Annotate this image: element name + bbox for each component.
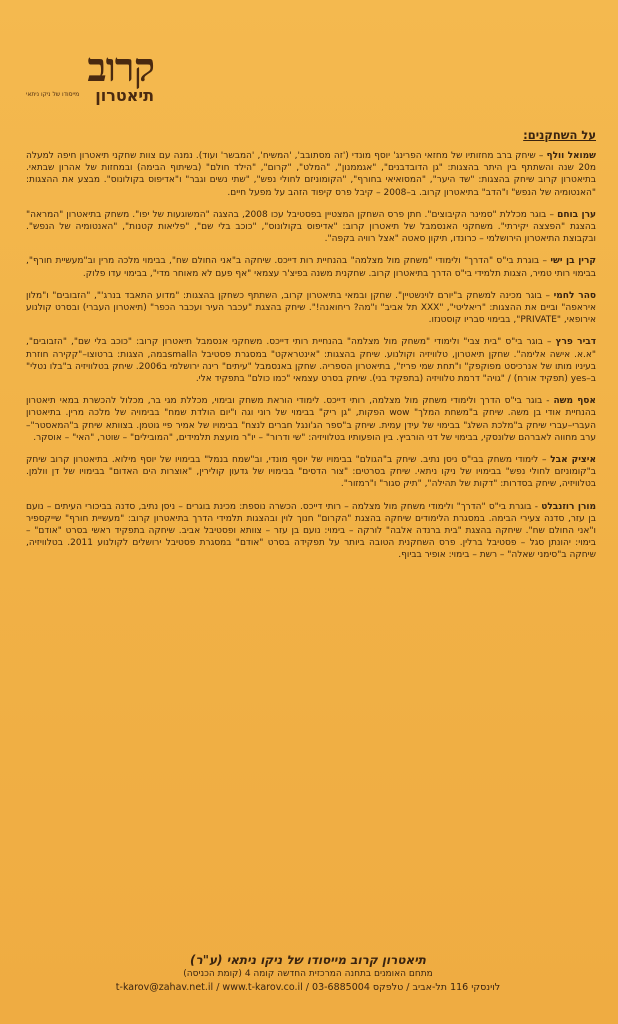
actor-name: דביר פרץ bbox=[555, 337, 597, 348]
bio-paragraph bbox=[26, 290, 596, 327]
document-body bbox=[26, 128, 596, 572]
bio-paragraph bbox=[26, 395, 596, 444]
actor-name: קרין בן ישי bbox=[550, 256, 596, 267]
logo-name: קרוב bbox=[87, 44, 154, 91]
bio-paragraph bbox=[26, 255, 596, 279]
actor-name: איציק אבל bbox=[550, 455, 596, 466]
logo-tagline: מייסודו של ניקו ניתאי bbox=[26, 91, 80, 98]
bio-paragraph bbox=[26, 501, 596, 562]
logo-subtitle: תיאטרון bbox=[95, 86, 154, 105]
actor-name: שמואל וולף bbox=[546, 151, 596, 161]
actor-name: אסף משה bbox=[553, 396, 596, 407]
actor-name: ערן בוחם bbox=[557, 209, 596, 220]
footer-title: תיאטרון קרוב מייסודו של ניקו ניתאי (ע"ר) bbox=[190, 953, 426, 967]
footer-contact: לוינסקי 116 תל-אביב / טלפקס 03-6885004 / t-karov@zahav.net.il / www.t-karov.co.il bbox=[115, 982, 501, 993]
bio-paragraph bbox=[26, 454, 596, 491]
footer-address: מתחם האומנים בתחנה המרכזית החדשה קומה 4 (קומת הכניסה) bbox=[183, 969, 433, 979]
bio-text: – לימודי משחק בבי"ס ניסן נתיב. שיחק ב"הגולם" בבימויו של יוסף מונדי, וב"שמח בנמל" בבימויו של יוסף מילוא. בתיאטרון קרוב שיחק ב"קומוניזם לחולי נפש" בבימויו של ניקו ניתאי. שיחק בסרטים: "צור הדסים" בבימויו של גדעון קולירין, "אוצרות הים האדום" בבימויו של דן וולמן. בטלוויזיה, שיחק בסדרות: "דקות של תהילה", "תיק סגור" ו"רמזור". bbox=[26, 455, 596, 490]
bio-text: – בוגר בי"ס "בית צבי" ולימודי "משחק מול מצלמה" בהנחיית רותי דייכס. משחקני אנסמבל תיאטרון קרוב: "כוכב בלי שם", "הזבובים", "א.א. אישה אלימה". שחקן תיאטרון, טלוויזיה וקולנוע. שיחק בהצגות: "אינטראקט" במסגרת פסטיבל הsmallבמה, הצגות: ברטוצו–"קקירה חוזרת בעיניו מותו של אנרכיסט מפוקפק" ו"תחת שמי פריז", בתיאטרון הספריה. שחקן באנסמבל "עיתים" רינה ירושלמי ב2006. שיחק בטלוויזיה ב"בלו נטלי" ב–yes (תפקיד אורח) / "גויה" דרמת טלוויזיה (בתפקיד בני). שיחק בסרט עצמאי "כמו כולם" בתפקיד אלי. bbox=[26, 337, 596, 385]
bio-text: - בוגרת בי"ס "הדרך" ולימודי משחק מול מצלמה – רותי דייכס. הכשרה נוספת: מכינת בוגרים – ניסן נתיב, סדנה בביכורי העיתים – נועם בן עזר, סדנה צעירי הבימה. במסגרת הלימודים שיחקה בהצגת "הקרום" חנוך לוין ובהצגות תלמידי הדרך בתיאטרון קרוב: "מעשיית חורף" שייקספיר ו"אני החולם שח". שיחקה בהצגת "בית ברנדה אלבה" לורקה – בימוי: נועם בן עזר – צוותא ופסטיבל אביב. שיחקה בתפקיד ראשי בסרט "אודם" – בימוי: יהונתן סגל – פסטיבל ברלין. פרס השחקנית הטובה ביותר על תפקידה בסרט "אודם" במסגרת פסטיבל ירושלים לקולנוע 2011. בטלוויזיה, שיחקה ב"סימני שאלה" – רשת – בימוי: אופיר בביוף. bbox=[26, 501, 596, 561]
page-heading: על השחקנים: bbox=[523, 128, 596, 142]
bio-text: – שיחק ברב מחזותיו של מחזאי הפרינג' יוסף מונדי ('זה מסתובב', 'המשיח', 'המבשר' ועוד). נמנה עם צוות שחקני תיאטרון חיפה למעלה מ20 שנה והשתתף בין היתר בהצגות: "גן הדובדבנים", "אגממנון", "המלט", "קרום", "הילד חולם" (בשיתוף הבימה) ובמחזות של אהרון שבתאי. בתיאטרון קרוב שיחק בהצגות: "שד היער", "המסואיאי בחורף", "הקומוניזם לחולי נפש", "שתי נשים וגבר" ו"אדיפוס בקולונוס". מבצע את ההצגות: "האנטומיה של הנפש" ו"הדב" בתיאטרון קרוב. ב–2008 – קיבל פרס קיפוד הזהב על מפעל חיים. bbox=[26, 151, 596, 198]
bio-paragraph bbox=[26, 150, 596, 199]
actor-name: מורן רוזנבלט bbox=[541, 501, 597, 512]
bio-text: - בוגר בי"ס הדרך ולימודי משחק מול מצלמה, רותי דייכס. לימודי הוראת משחק ובימוי, מכללת מגי בר, מכלול להכשרת במאי תיאטרון בהנחיית אודי בן משה. שיחק ב"משחת המלך" wow הפקות, "גן ריק" בבימוי של רוני וגה ו"יום הולדת שמח" בבימויה של מלכה מרין. בתיאטרון העברי–עברי שיחק ב"מלכת השלג" בבימוי של עידן עמית. שיחק ב"ספר הג'ונגל חברים לנצח" בבימויו של אמיר פיי גוטמן. בצוותא שיחק ב"המאסטר"–ערב מחווה לאברהם שלונסקי, בבימוי של דני הורביץ. בין הופעותיו בטלוויזיה: "שי ודרור" – יו"ר מועצת תלמידים, "המובילים" – שוטר, "האי" – אוסקר. bbox=[26, 396, 596, 443]
bio-text: – בוגר מכללת "סמינר הקיבוצים". חתן פרס השחקן המצטיין בפסטיבל עכו 2008, בהצגה "המשוגעות של יפו". משחק בתיאטרון "המראה" בהצגת "הפצצה יקירתי". משחקני האנסמבל של תיאטרון קרוב: "אדיפוס בקולונוס", "כוכב בלי שם", "פליאות קטנות", "האנטומיה של הנפש". ובקבוצת התיאטרון הירושלמי – כרונדו, תיקון סאטה "אצל רוויה בקפה". bbox=[26, 209, 596, 245]
theater-logo bbox=[26, 44, 154, 110]
bio-paragraph bbox=[26, 209, 596, 246]
footer bbox=[20, 952, 596, 995]
bio-text: – בוגר מכינה למשחק ב"יורם לוינשטיין". שחקן ובמאי בתיאטרון קרוב, השתתף כשחקן בהצגות: "מדוע התאבד בנרג'", "הזבובים" ו"מלון איראפה" וביים את ההצגות: "ריאליטי", "XXX תל אביב" ו"מה? ריחואנה!". שיחק בהצגת "עכבר העיר ועכבר הכפר" (תיאטרון העברי) ובסרט קולנוע אירופאי, "PRIVATE", בבימוי סבריו קוסטנזו. bbox=[26, 290, 596, 326]
bio-paragraph bbox=[26, 336, 596, 385]
bio-text: – בוגרת בי"ס "הדרך" ולימודי "משחק מול מצלמה" בהנחיית רות דייכס. שיחקה ב"אני החולם שח", בבימוי מלכה מרין וב"מעשיית חורף", בבימוי רותי טמיר, הצגות תלמידי בי"ס הדרך בתיאטרון קרוב. שחקנית משנה בפיצ'ר עצמאי "אף פעם לא מאוחר מדי", בבימוי עדו פלוק. bbox=[26, 256, 596, 279]
actor-name: סהר לחמי bbox=[553, 290, 596, 301]
